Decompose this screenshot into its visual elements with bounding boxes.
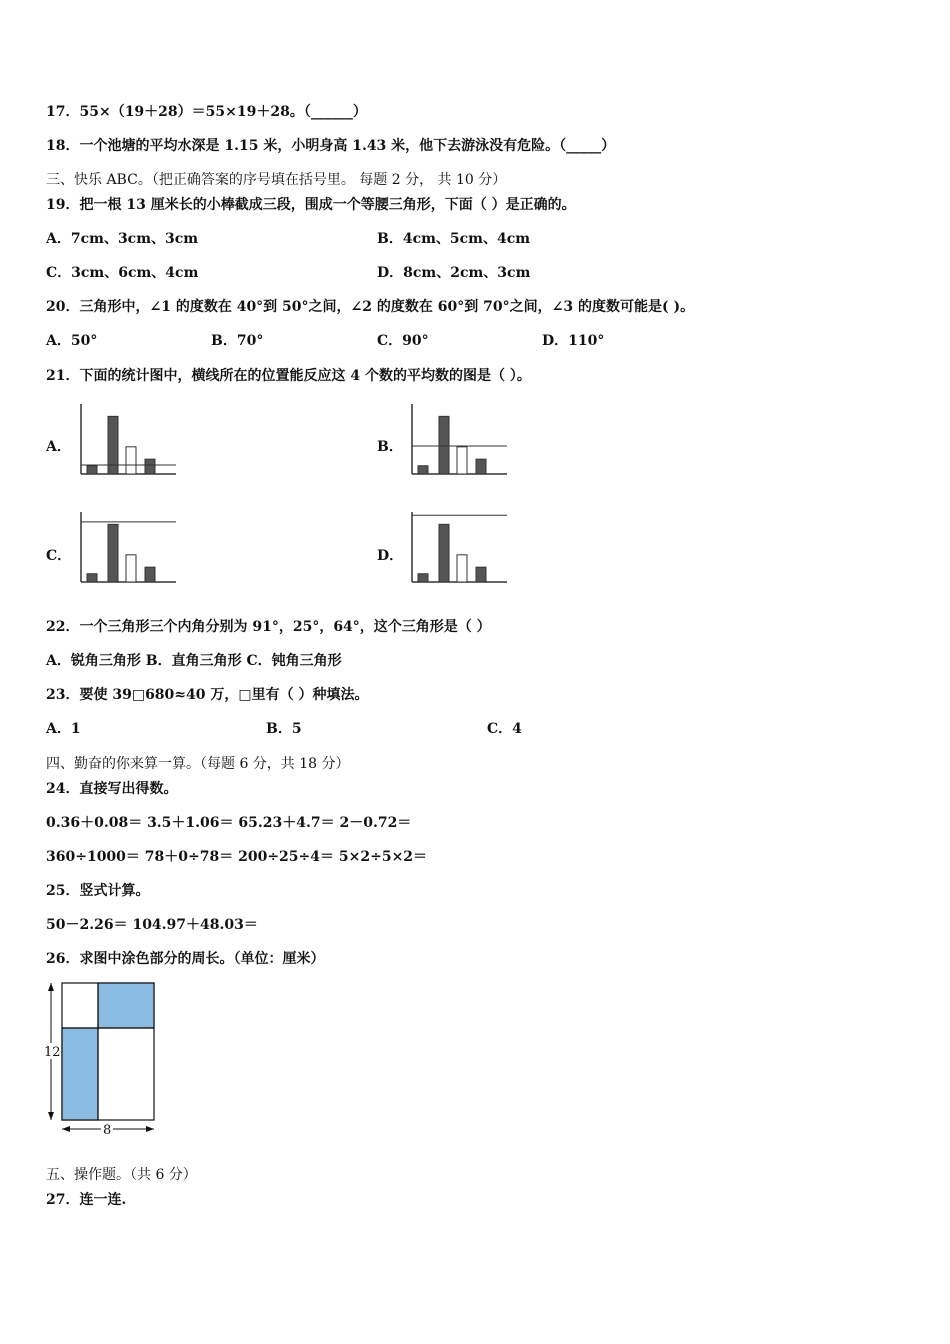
chart-d-bar-4 bbox=[476, 567, 486, 582]
q21-label-c: C． bbox=[46, 548, 72, 564]
question-23: 23．要使 39□680≈40 万，□里有（ ）种填法。 bbox=[46, 687, 369, 703]
chart-c-bar-4 bbox=[145, 567, 155, 582]
question-20: 20．三角形中，∠1 的度数在 40°到 50°之间，∠2 的度数在 60°到 70°之间，∠3 的度数可能是( )。 bbox=[46, 299, 695, 315]
chart-d-bar-2 bbox=[439, 524, 449, 582]
chart-a-bar-3 bbox=[126, 447, 136, 474]
chart-c-bar-2 bbox=[108, 524, 118, 582]
chart-c-bar-1 bbox=[87, 574, 97, 582]
question-18: 18．一个池塘的平均水深是 1.15 米，小明身高 1.43 米，他下去游泳没有危险。（_____） bbox=[46, 138, 616, 154]
q20-option-a: A．50° bbox=[46, 333, 98, 349]
q26-height-arrowhead-top bbox=[48, 983, 54, 991]
q24-row-1: 0.36＋0.08＝ 3.5＋1.06＝ 65.23＋4.7＝ 2－0.72＝ bbox=[46, 815, 412, 831]
question-25: 25．竖式计算。 bbox=[46, 883, 150, 899]
question-19: 19．把一根 13 厘米长的小棒截成三段，围成一个等腰三角形，下面（ ）是正确的。 bbox=[46, 197, 576, 213]
bar-chart-c bbox=[76, 510, 186, 588]
q21-label-b: B． bbox=[377, 439, 403, 455]
q19-option-b: B．4cm、5cm、4cm bbox=[377, 231, 531, 247]
question-24: 24．直接写出得数。 bbox=[46, 781, 178, 797]
chart-c-bar-3 bbox=[126, 555, 136, 582]
q19-option-a: A．7cm、3cm、3cm bbox=[46, 231, 199, 247]
q26-figure bbox=[40, 978, 165, 1138]
q25-row: 50－2.26＝ 104.97＋48.03＝ bbox=[46, 917, 258, 933]
q26-shaded-bottom-left bbox=[62, 1028, 98, 1120]
q19-option-d: D．8cm、2cm、3cm bbox=[377, 265, 531, 281]
q26-width-arrowhead-left bbox=[62, 1126, 70, 1132]
q19-option-c: C．3cm、6cm、4cm bbox=[46, 265, 199, 281]
q26-height-label: 12 bbox=[44, 1045, 61, 1060]
question-17: 17．55×（19＋28）＝55×19＋28。（______） bbox=[46, 104, 367, 120]
q22-options: A．锐角三角形 B．直角三角形 C．钝角三角形 bbox=[46, 653, 342, 669]
section-5-title: 五、操作题。（共 6 分） bbox=[46, 1167, 197, 1183]
q20-option-d: D．110° bbox=[542, 333, 605, 349]
chart-d-bar-3 bbox=[457, 555, 467, 582]
question-21: 21．下面的统计图中，横线所在的位置能反应这 4 个数的平均数的图是（ ）。 bbox=[46, 368, 531, 384]
chart-b-bar-2 bbox=[439, 416, 449, 474]
q21-label-a: A． bbox=[46, 439, 71, 455]
q26-width-label: 8 bbox=[103, 1123, 112, 1138]
q23-option-b: B．5 bbox=[266, 721, 302, 737]
chart-b-bar-4 bbox=[476, 459, 486, 474]
chart-b-bar-3 bbox=[457, 447, 467, 474]
bar-chart-a bbox=[76, 402, 186, 480]
chart-a-bar-4 bbox=[145, 459, 155, 474]
question-27: 27．连一连. bbox=[46, 1192, 127, 1208]
q23-option-c: C．4 bbox=[487, 721, 522, 737]
q26-shaded-top-right bbox=[98, 983, 154, 1028]
question-26: 26．求图中涂色部分的周长。（单位：厘米） bbox=[46, 951, 325, 967]
q20-option-b: B．70° bbox=[211, 333, 264, 349]
q24-row-2: 360÷1000＝ 78＋0÷78＝ 200÷25÷4＝ 5×2÷5×2＝ bbox=[46, 849, 428, 865]
q21-label-d: D． bbox=[377, 548, 404, 564]
chart-a-bar-1 bbox=[87, 466, 97, 474]
bar-chart-b bbox=[407, 402, 517, 480]
bar-chart-d bbox=[407, 510, 517, 588]
section-3-title: 三、快乐 ABC。（把正确答案的序号填在括号里。 每题 2 分， 共 10 分） bbox=[46, 172, 507, 188]
question-22: 22．一个三角形三个内角分别为 91°，25°，64°，这个三角形是（ ） bbox=[46, 619, 491, 635]
q23-option-a: A．1 bbox=[46, 721, 81, 737]
section-4-title: 四、勤奋的你来算一算。（每题 6 分，共 18 分） bbox=[46, 756, 350, 772]
chart-d-bar-1 bbox=[418, 574, 428, 582]
q26-width-arrowhead-right bbox=[146, 1126, 154, 1132]
q26-height-arrowhead-bottom bbox=[48, 1112, 54, 1120]
chart-b-bar-1 bbox=[418, 466, 428, 474]
q20-option-c: C．90° bbox=[377, 333, 429, 349]
